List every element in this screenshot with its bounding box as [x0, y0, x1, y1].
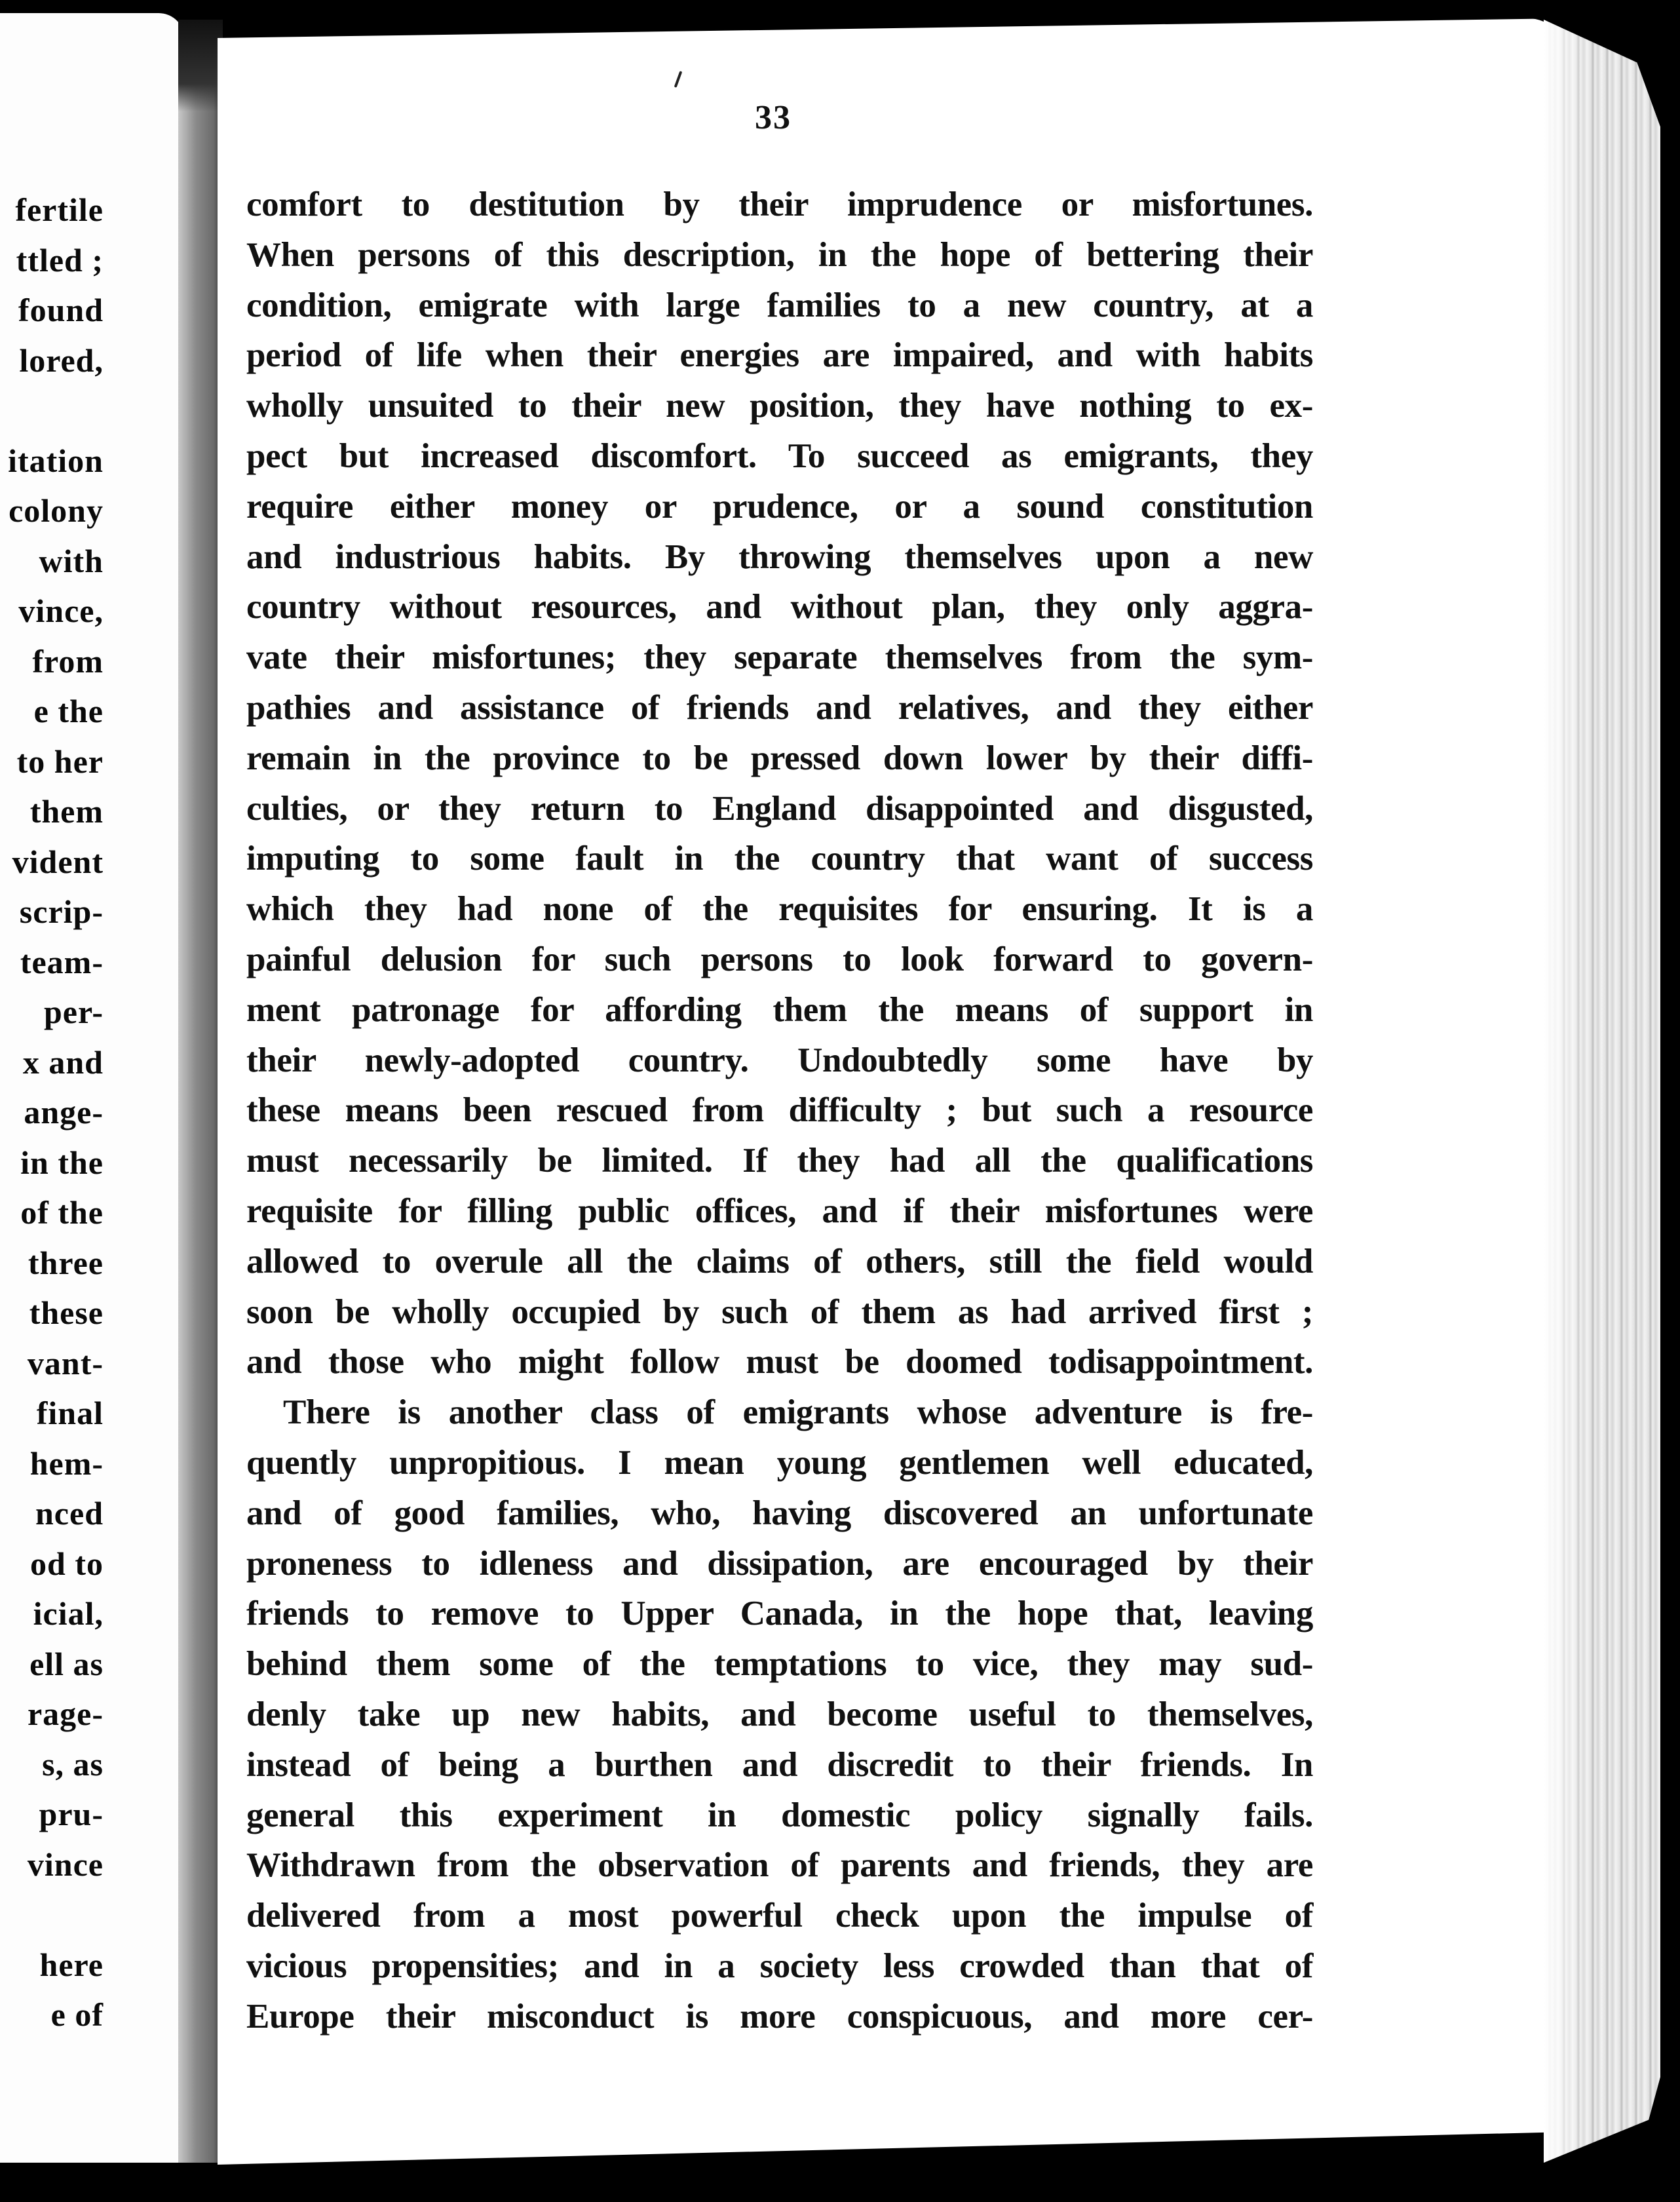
- left-page-line: fertile: [15, 191, 104, 228]
- text-line: pect but increased discomfort. To succeed as emigrants, they: [246, 436, 1313, 475]
- left-page-line: with: [39, 542, 104, 579]
- text-line: general this experiment in domestic policy signally fails.: [246, 1796, 1313, 1834]
- left-page-line: to her: [16, 743, 104, 780]
- text-line: friends to remove to Upper Canada, in the hope that, leaving: [246, 1594, 1313, 1633]
- left-page-line: vant-: [27, 1344, 104, 1381]
- left-page-line: final: [36, 1395, 104, 1431]
- left-page-line: colony: [9, 492, 104, 529]
- body-text: [246, 180, 1313, 2041]
- left-page-line: here: [39, 1946, 104, 1983]
- left-page-line: three: [28, 1244, 104, 1281]
- text-line: allowed to overule all the claims of others, still the field would: [246, 1242, 1313, 1281]
- left-page-line: e of: [50, 1996, 104, 2033]
- left-page-line: ttled ;: [16, 241, 104, 279]
- text-line: vicious propensities; and in a society less crowded than that of: [246, 1946, 1313, 1985]
- text-line: quently unpropitious. I mean young gentlemen well educated,: [246, 1443, 1313, 1482]
- text-line: Withdrawn from the observation of parents and friends, they are: [246, 1846, 1313, 1885]
- text-line: Europe their misconduct is more conspicuous, and more cer-: [246, 1997, 1313, 2036]
- text-line: wholly unsuited to their new position, they have nothing to ex-: [246, 387, 1313, 425]
- left-page-line: in the: [20, 1144, 104, 1181]
- left-page-line: these: [29, 1294, 104, 1331]
- text-line: behind them some of the temptations to vice, they may sud-: [246, 1645, 1313, 1684]
- left-page-line: of the: [20, 1194, 104, 1231]
- left-page-line: lored,: [19, 341, 104, 379]
- left-page-line: hem-: [29, 1444, 104, 1482]
- left-page-line: e the: [33, 693, 104, 729]
- left-page-line: vince,: [18, 592, 104, 629]
- left-page-line: vident: [12, 843, 104, 880]
- book-gutter: [178, 20, 223, 2163]
- text-line: delivered from a most powerful check upon the impulse of: [246, 1897, 1313, 1935]
- text-line: culties, or they return to England disappointed and disgusted,: [246, 789, 1313, 828]
- text-line: denly take up new habits, and become useful to themselves,: [246, 1695, 1313, 1733]
- left-page-line: rage-: [27, 1695, 104, 1732]
- text-line: There is another class of emigrants whose adventure is fre-: [283, 1393, 1313, 1432]
- text-line: painful delusion for such persons to look forward to govern-: [246, 940, 1313, 978]
- text-line: period of life when their energies are impaired, and with habits: [246, 336, 1313, 375]
- text-line: country without resources, and without plan, they only aggra-: [246, 588, 1313, 627]
- left-page-line: them: [29, 793, 104, 830]
- text-line: and industrious habits. By throwing themselves upon a new: [246, 537, 1313, 576]
- left-page-line: [8, 1889, 104, 1940]
- left-page-line: itation: [8, 442, 104, 479]
- left-page-line: scrip-: [19, 893, 104, 930]
- text-line: instead of being a burthen and discredit to their friends. In: [246, 1745, 1313, 1784]
- text-line: and those who might follow must be doomed todisappointment.: [246, 1343, 1313, 1381]
- text-line: vate their misfortunes; they separate themselves from the sym-: [246, 638, 1313, 677]
- text-line: condition, emigrate with large families to a new country, at a: [246, 286, 1313, 324]
- page-edge-stack: [1544, 20, 1660, 2163]
- left-page-line: pru-: [39, 1796, 104, 1832]
- page-number: 33: [755, 99, 792, 136]
- left-page-line: team-: [20, 943, 104, 980]
- left-page-line: found: [18, 292, 104, 328]
- text-line: comfort to destitution by their imprudence or misfortunes.: [246, 185, 1313, 223]
- left-page-line: per-: [44, 994, 104, 1030]
- left-page-line: ell as: [29, 1645, 104, 1682]
- text-line: requisite for filling public offices, and if their misfortunes were: [246, 1191, 1313, 1230]
- text-line: pathies and assistance of friends and relatives, and they either: [246, 688, 1313, 727]
- text-line: must necessarily be limited. If they had all the qualifications: [246, 1142, 1313, 1180]
- left-page-line: vince: [27, 1845, 104, 1883]
- text-line: imputing to some fault in the country that want of success: [246, 840, 1313, 878]
- left-page-fragment: [0, 13, 185, 2163]
- left-page-line: od to: [30, 1545, 104, 1582]
- text-line: soon be wholly occupied by such of them as had arrived first ;: [246, 1292, 1313, 1331]
- left-page-line: x and: [22, 1043, 104, 1081]
- left-page-line: icial,: [33, 1595, 104, 1632]
- text-line: their newly-adopted country. Undoubtedly some have by: [246, 1041, 1313, 1079]
- text-line: ment patronage for affording them the means of support in: [246, 990, 1313, 1029]
- left-page-line: from: [32, 642, 104, 680]
- text-line: When persons of this description, in the hope of bettering their: [246, 235, 1313, 274]
- text-line: proneness to idleness and dissipation, are encouraged by their: [246, 1544, 1313, 1583]
- left-page-line: ange-: [24, 1094, 104, 1130]
- left-page-line: s, as: [42, 1745, 104, 1783]
- text-line: these means been rescued from difficulty ; but such a resource: [246, 1091, 1313, 1130]
- text-line: which they had none of the requisites for ensuring. It is a: [246, 890, 1313, 929]
- left-page-text: [8, 185, 104, 2040]
- text-line: remain in the province to be pressed down lower by their diffi-: [246, 739, 1313, 777]
- left-page-line: [8, 385, 104, 436]
- left-page-line: nced: [35, 1495, 104, 1532]
- text-line: require either money or prudence, or a sound constitution: [246, 487, 1313, 526]
- text-line: and of good families, who, having discovered an unfortunate: [246, 1494, 1313, 1532]
